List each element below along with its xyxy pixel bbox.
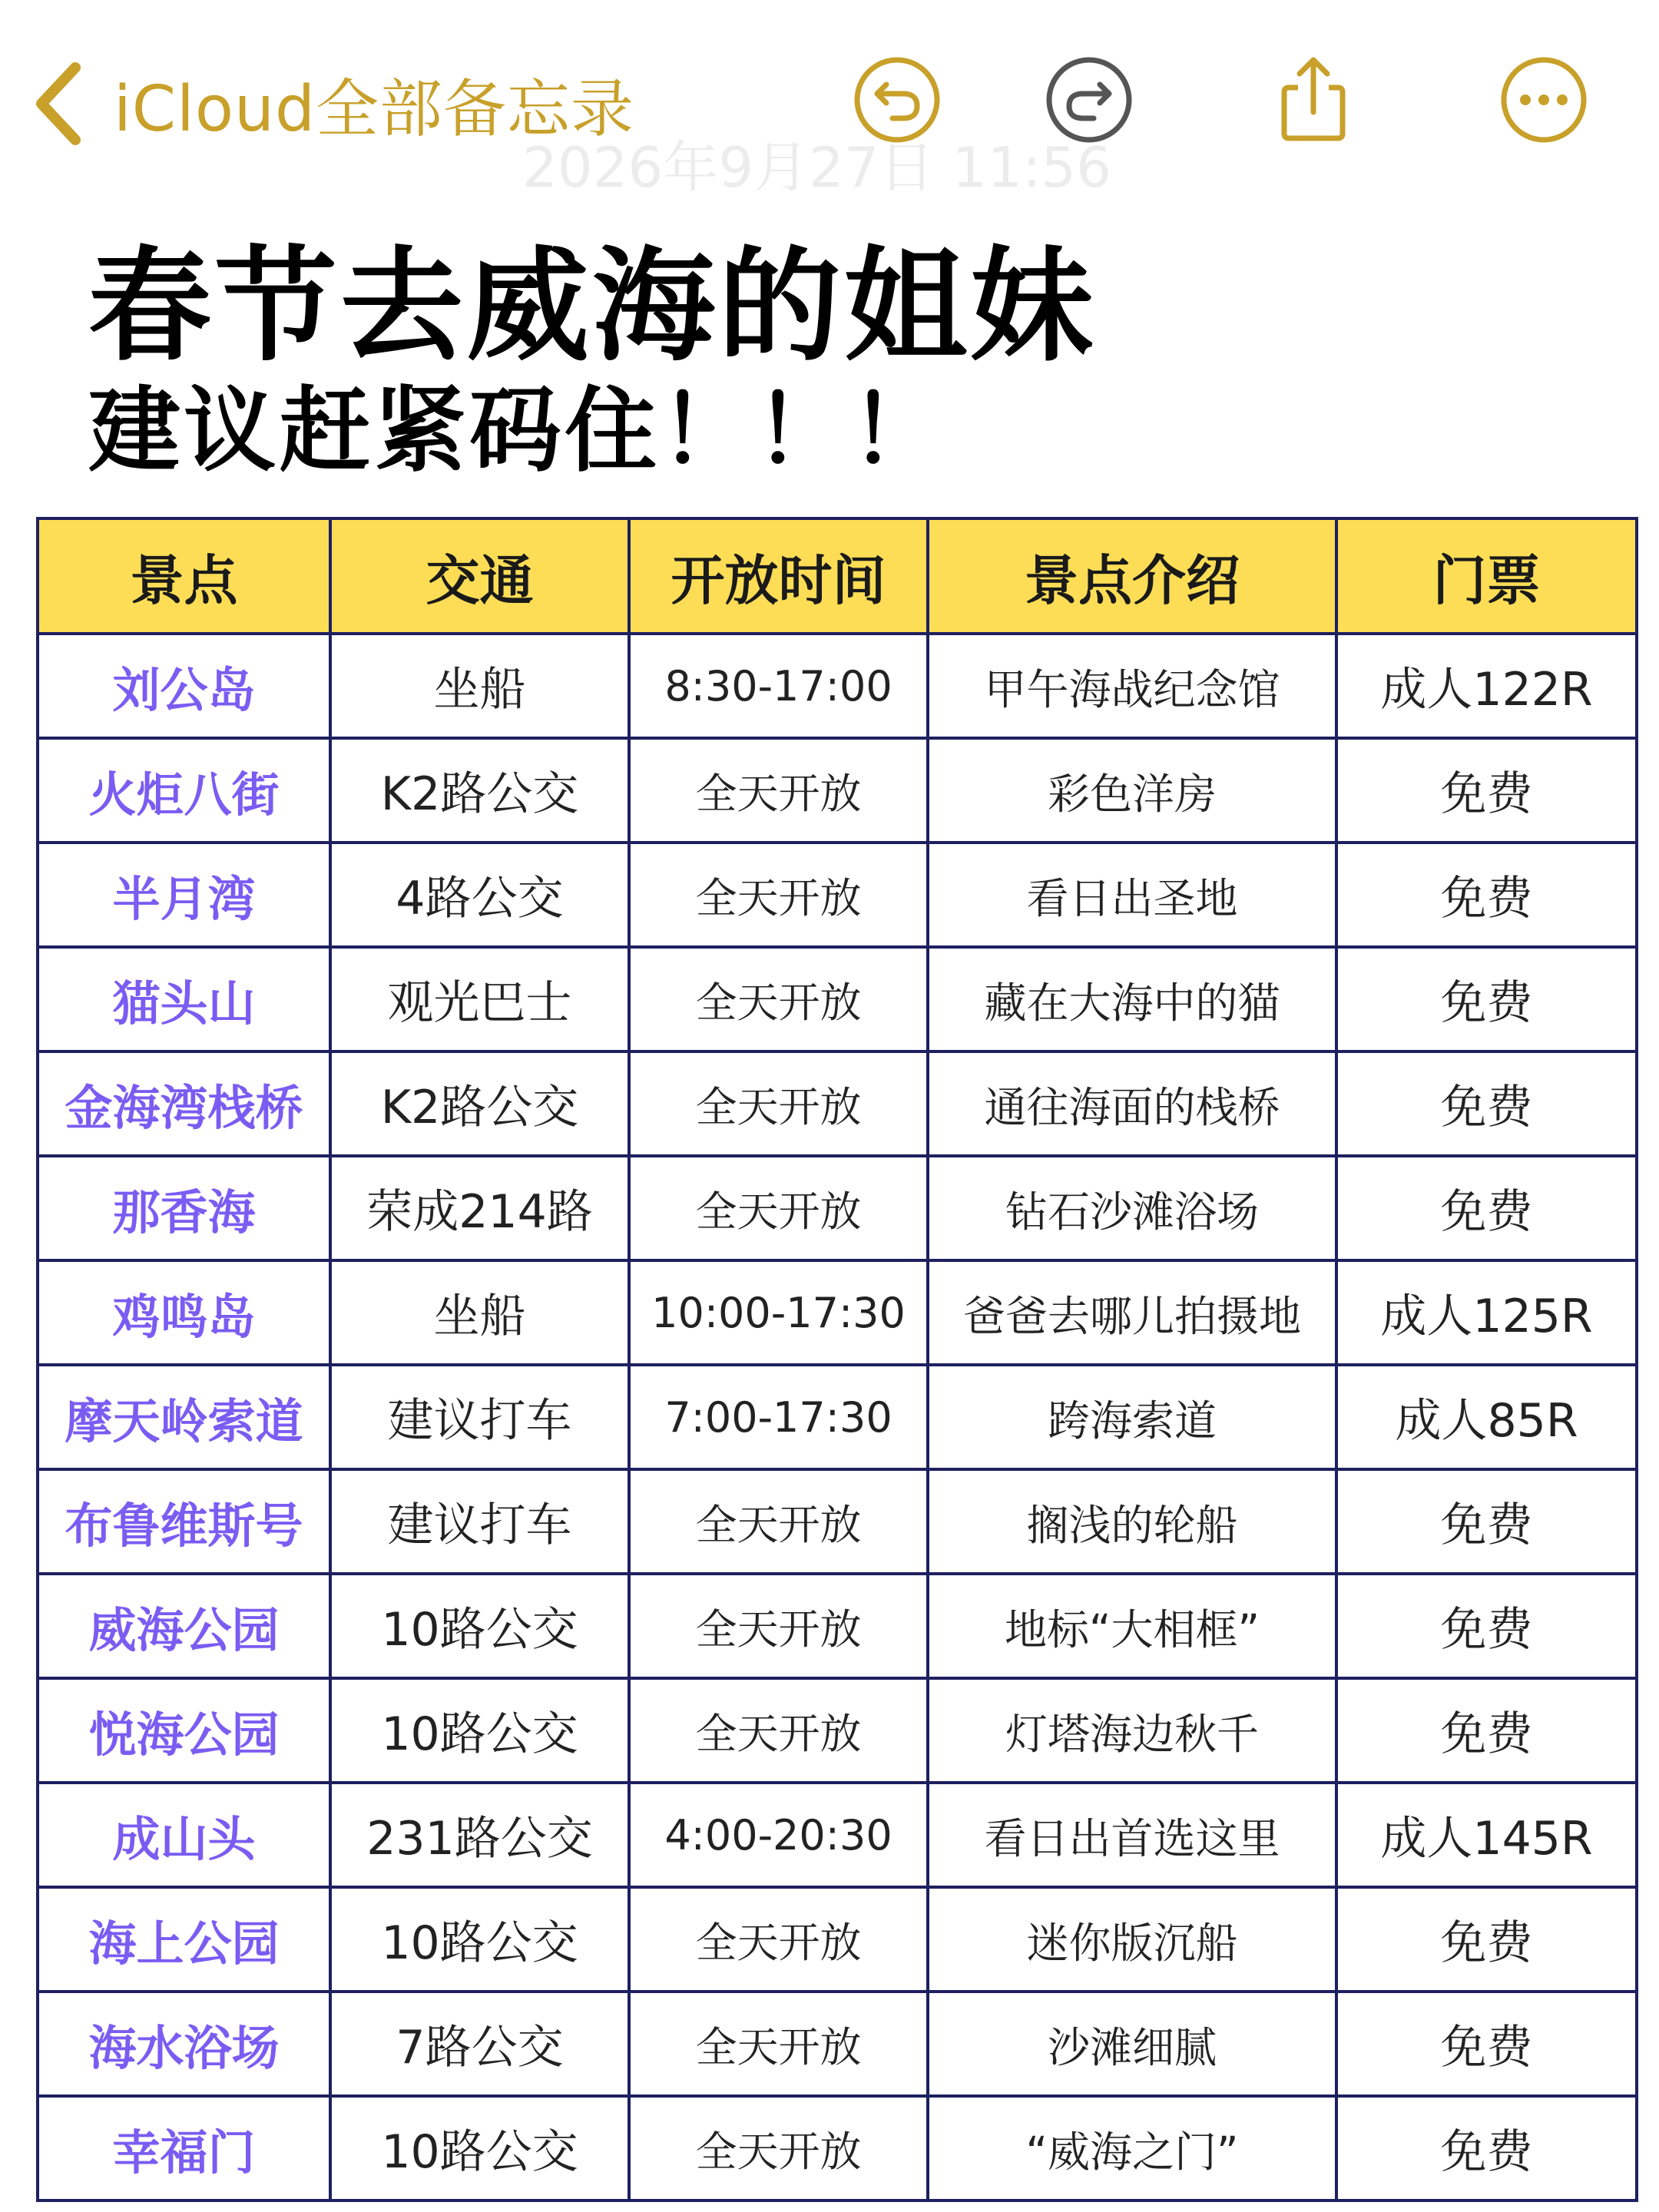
table-row [38, 1678, 1637, 1783]
cell-introduction: 地标“大相框” [928, 1574, 1336, 1678]
cell-introduction: “威海之门” [928, 2096, 1336, 2200]
table-row [38, 738, 1637, 843]
cell-introduction: 搁浅的轮船 [928, 1469, 1336, 1574]
cell-introduction: 看日出首选这里 [928, 1783, 1336, 1887]
cell-open-hours: 全天开放 [629, 1574, 928, 1678]
cell-transport: K2路公交 [330, 1051, 629, 1156]
table-row [38, 634, 1637, 738]
table-row [38, 843, 1637, 947]
cell-transport: 坐船 [330, 634, 629, 738]
table-row [38, 1469, 1637, 1574]
cell-transport: K2路公交 [330, 738, 629, 843]
header-open-hours: 开放时间 [629, 518, 928, 634]
cell-ticket: 成人125R [1336, 1260, 1637, 1365]
cell-ticket: 免费 [1336, 1469, 1637, 1574]
cell-transport: 荣成214路 [330, 1156, 629, 1260]
cell-transport: 231路公交 [330, 1783, 629, 1887]
cell-transport: 10路公交 [330, 1887, 629, 1992]
cell-attraction: 摩天岭索道 [38, 1365, 330, 1469]
cell-attraction: 成山头 [38, 1783, 330, 1887]
cell-ticket: 免费 [1336, 947, 1637, 1051]
table-row [38, 1574, 1637, 1678]
cell-attraction: 威海公园 [38, 1574, 330, 1678]
cell-ticket: 成人145R [1336, 1783, 1637, 1887]
cell-ticket: 免费 [1336, 843, 1637, 947]
table-header-row [38, 518, 1637, 634]
cell-open-hours: 全天开放 [629, 1887, 928, 1992]
cell-open-hours: 8:30-17:00 [629, 634, 928, 738]
cell-open-hours: 7:00-17:30 [629, 1365, 928, 1469]
cell-attraction: 火炬八街 [38, 738, 330, 843]
cell-transport: 10路公交 [330, 1574, 629, 1678]
navigation-bar [0, 0, 1659, 200]
cell-attraction: 半月湾 [38, 843, 330, 947]
back-label: iCloud全部备忘录 [114, 72, 635, 146]
cell-transport: 7路公交 [330, 1992, 629, 2096]
cell-ticket: 免费 [1336, 1992, 1637, 2096]
cell-open-hours: 全天开放 [629, 2096, 928, 2200]
cell-attraction: 悦海公园 [38, 1678, 330, 1783]
more-icon [1498, 54, 1590, 146]
cell-attraction: 布鲁维斯号 [38, 1469, 330, 1574]
table-row [38, 1051, 1637, 1156]
cell-introduction: 跨海索道 [928, 1365, 1336, 1469]
cell-introduction: 甲午海战纪念馆 [928, 634, 1336, 738]
cell-ticket: 成人85R [1336, 1365, 1637, 1469]
cell-introduction: 彩色洋房 [928, 738, 1336, 843]
cell-open-hours: 全天开放 [629, 1678, 928, 1783]
cell-transport: 坐船 [330, 1260, 629, 1365]
cell-open-hours: 4:00-20:30 [629, 1783, 928, 1887]
cell-ticket: 免费 [1336, 1051, 1637, 1156]
table-body [38, 634, 1637, 2200]
cell-ticket: 免费 [1336, 1887, 1637, 1992]
cell-introduction: 看日出圣地 [928, 843, 1336, 947]
cell-introduction: 爸爸去哪儿拍摄地 [928, 1260, 1336, 1365]
cell-attraction: 鸡鸣岛 [38, 1260, 330, 1365]
cell-attraction: 海上公园 [38, 1887, 330, 1992]
cell-ticket: 免费 [1336, 1156, 1637, 1260]
cell-attraction: 金海湾栈桥 [38, 1051, 330, 1156]
cell-transport: 4路公交 [330, 843, 629, 947]
cell-open-hours: 全天开放 [629, 1051, 928, 1156]
cell-ticket: 免费 [1336, 1574, 1637, 1678]
cell-introduction: 沙滩细腻 [928, 1992, 1336, 2096]
share-icon [1267, 54, 1359, 146]
cell-introduction: 迷你版沉船 [928, 1887, 1336, 1992]
cell-open-hours: 全天开放 [629, 1156, 928, 1260]
attractions-table [36, 517, 1638, 2202]
cell-ticket: 成人122R [1336, 634, 1637, 738]
cell-attraction: 海水浴场 [38, 1992, 330, 2096]
note-timestamp: 2026年9月27日 11:56 [522, 135, 1112, 200]
cell-open-hours: 全天开放 [629, 738, 928, 843]
note-title: 春节去威海的姐妹 [88, 234, 1097, 378]
cell-ticket: 免费 [1336, 1678, 1637, 1783]
cell-transport: 建议打车 [330, 1365, 629, 1469]
header-ticket: 门票 [1336, 518, 1637, 634]
note-subtitle: 建议赶紧码住！！！ [88, 378, 945, 485]
cell-open-hours: 10:00-17:30 [629, 1260, 928, 1365]
header-transport: 交通 [330, 518, 629, 634]
cell-ticket: 免费 [1336, 738, 1637, 843]
cell-transport: 10路公交 [330, 2096, 629, 2200]
table-row [38, 1992, 1637, 2096]
cell-attraction: 猫头山 [38, 947, 330, 1051]
more-button[interactable] [1498, 54, 1590, 146]
header-attraction: 景点 [38, 518, 330, 634]
cell-introduction: 灯塔海边秋千 [928, 1678, 1336, 1783]
cell-introduction: 藏在大海中的猫 [928, 947, 1336, 1051]
cell-attraction: 幸福门 [38, 2096, 330, 2200]
table-row [38, 1156, 1637, 1260]
cell-open-hours: 全天开放 [629, 947, 928, 1051]
cell-transport: 观光巴士 [330, 947, 629, 1051]
table-row [38, 1887, 1637, 1992]
cell-transport: 10路公交 [330, 1678, 629, 1783]
chevron-left-icon [31, 61, 84, 146]
cell-open-hours: 全天开放 [629, 1469, 928, 1574]
cell-introduction: 通往海面的栈桥 [928, 1051, 1336, 1156]
table-row [38, 2096, 1637, 2200]
table-row [38, 1783, 1637, 1887]
cell-introduction: 钻石沙滩浴场 [928, 1156, 1336, 1260]
cell-open-hours: 全天开放 [629, 1992, 928, 2096]
cell-ticket: 免费 [1336, 2096, 1637, 2200]
header-introduction: 景点介绍 [928, 518, 1336, 634]
cell-attraction: 刘公岛 [38, 634, 330, 738]
share-button[interactable] [1267, 54, 1359, 146]
cell-transport: 建议打车 [330, 1469, 629, 1574]
table-row [38, 1260, 1637, 1365]
table-row [38, 947, 1637, 1051]
cell-open-hours: 全天开放 [629, 843, 928, 947]
table-row [38, 1365, 1637, 1469]
cell-attraction: 那香海 [38, 1156, 330, 1260]
